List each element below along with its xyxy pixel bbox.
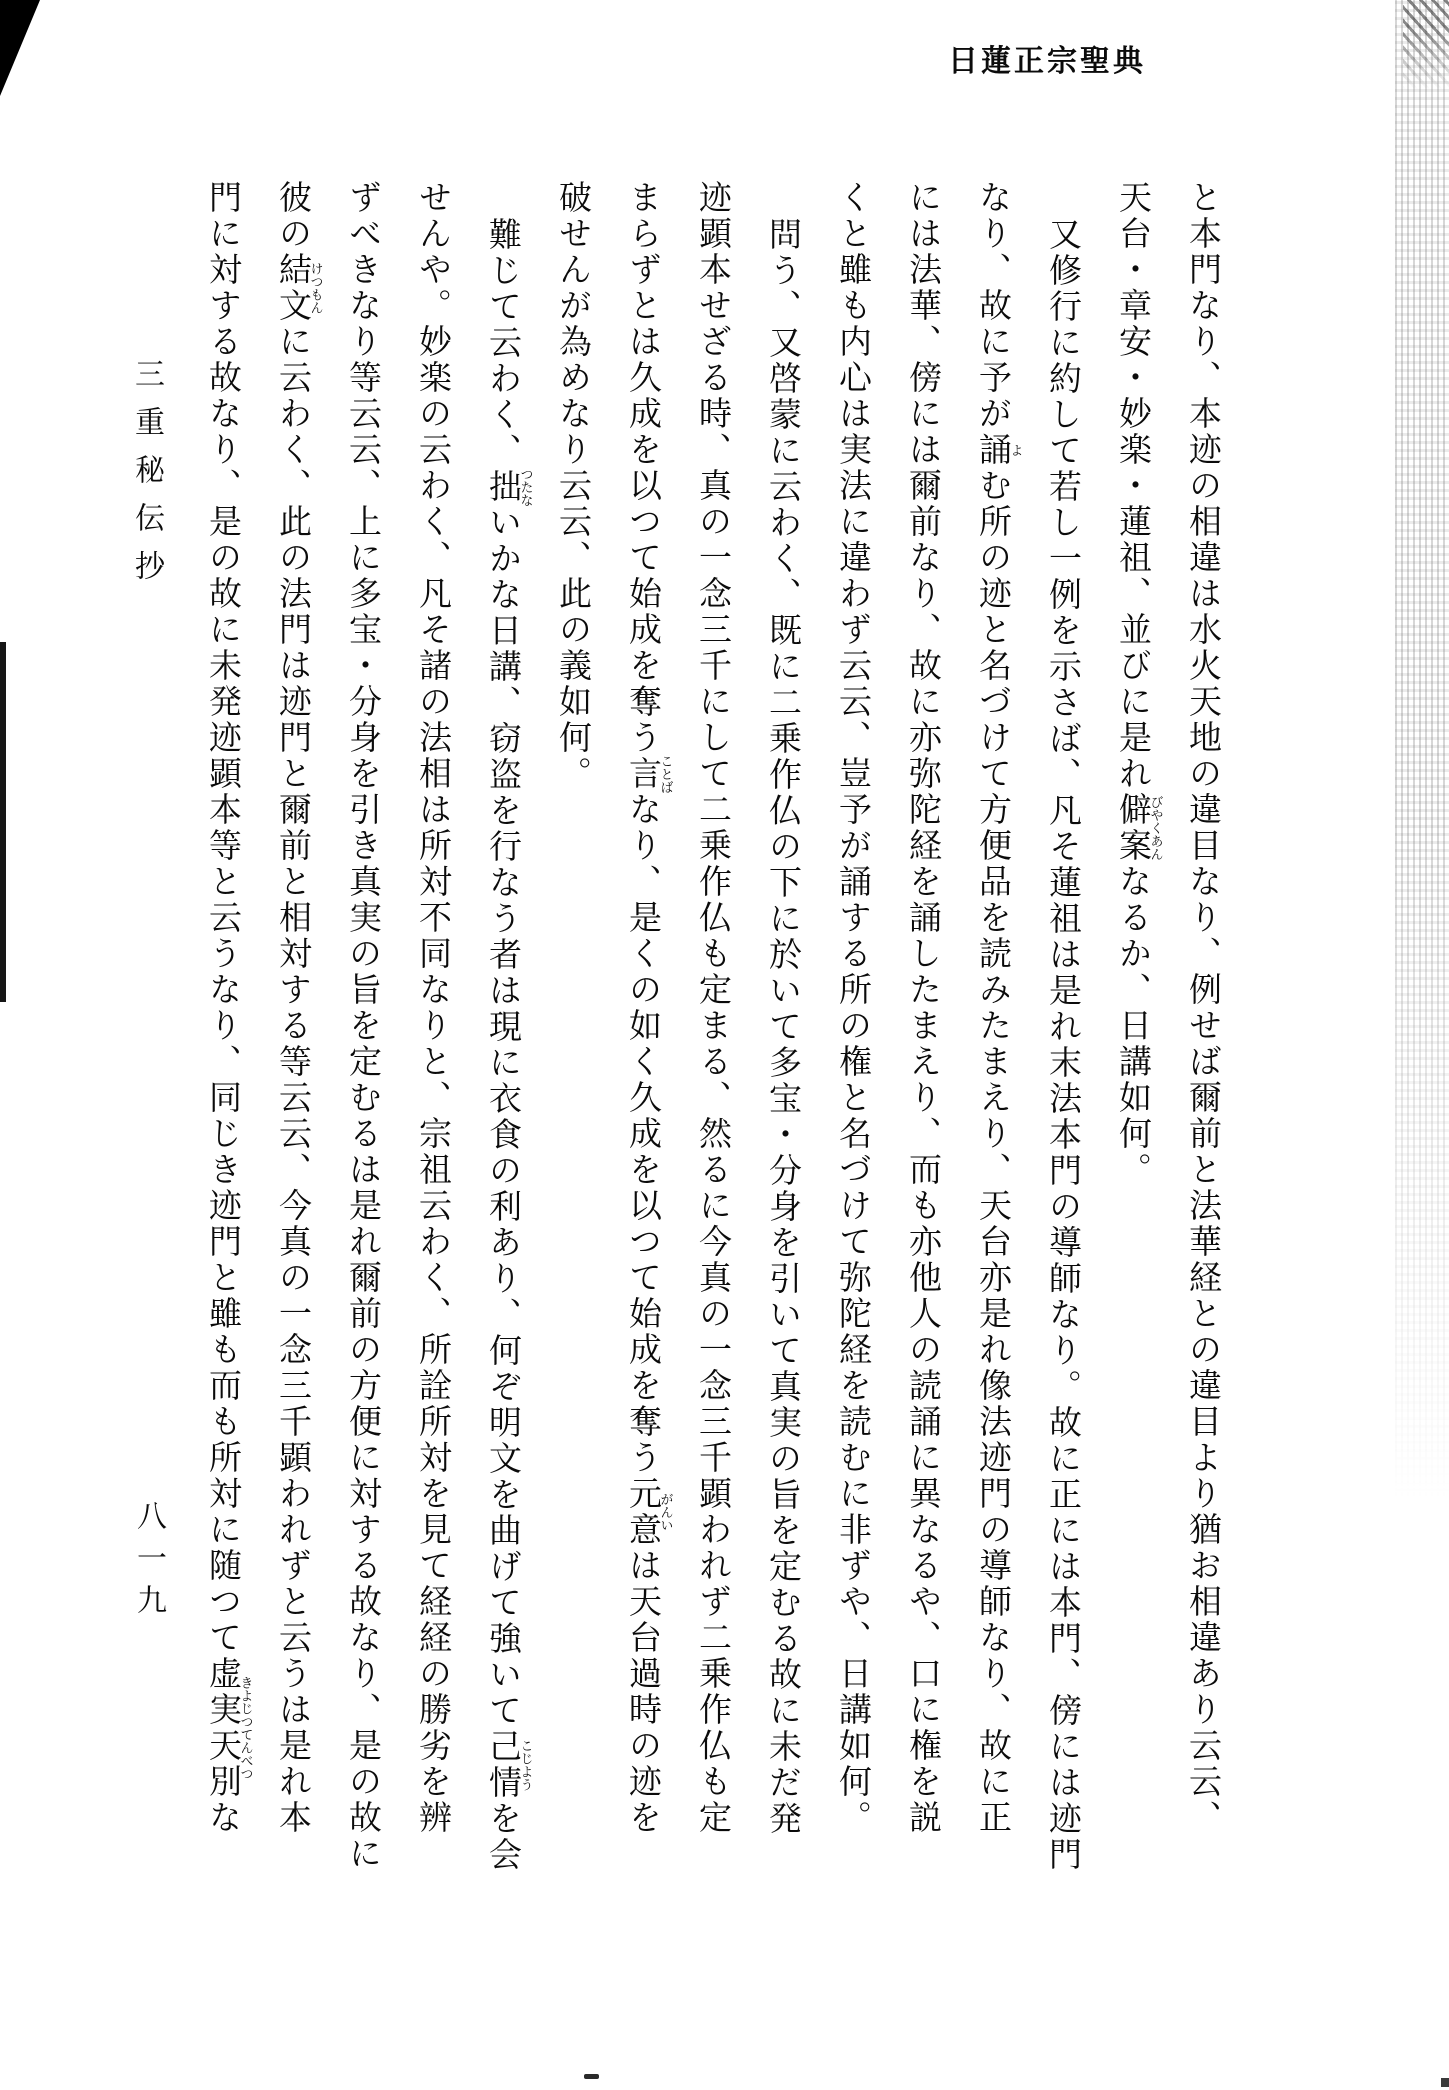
text-column: 又修行に約して若し一例を示さば、凡そ蓮祖は是れ末法本門の導師なり。故に正には本門、傍には迹門	[1044, 217, 1080, 1873]
text-column: には法華、傍には爾前なり、故に亦弥陀経を誦したまえり、而も亦他人の読誦に異なるや、口に権を説	[904, 180, 940, 1836]
body-text	[187, 180, 1237, 1892]
text-column: せんや。妙楽の云わく、凡そ諸の法相は所対不同なりと、宗祖云わく、所詮所対を見て経経の勝劣を辨	[414, 180, 450, 1836]
page-number: 八一九	[132, 1500, 165, 1626]
text-column: くと雖も内心は実法に違わず云云、豈予が誦する所の権と名づけて弥陀経を読むに非ずや、日講如何。	[834, 180, 870, 1836]
scan-artifact-page-edge-band	[1395, 0, 1449, 1500]
scan-artifact-left-edge-bar	[0, 642, 6, 1002]
text-column: 問う、又啓蒙に云わく、既に二乗作仏の下に於いて多宝・分身を引いて真実の旨を定むる故に未だ発	[764, 217, 800, 1837]
scan-artifact-speck	[1441, 2078, 1449, 2087]
text-column: ずべきなり等云云、上に多宝・分身を引き真実の旨を定むるは是れ爾前の方便に対する故なり、是の故に	[344, 180, 380, 1872]
text-column: 天台・章安・妙楽・蓮祖、並びに是れ僻案びやくあんなるか、日講如何。	[1114, 180, 1164, 1188]
text-column: まらずとは久成を以つて始成を奪う言ことばなり、是くの如く久成を以つて始成を奪う元意がんいは天台過時の迹を	[624, 180, 674, 1836]
text-column: 破せんが為めなり云云、此の義如何。	[554, 180, 590, 792]
scan-artifact-corner-streaks	[1403, 0, 1449, 90]
scan-artifact-corner-wedge	[0, 0, 40, 96]
running-head-title: 日蓮正宗聖典	[948, 45, 1146, 78]
text-column: と本門なり、本迹の相違は水火天地の違目なり、例せば爾前と法華経との違目より猶お相違あり云云、	[1184, 180, 1220, 1836]
text-column: なり、故に予が誦よむ所の迹と名づけて方便品を読みたまえり、天台亦是れ像法迹門の導師なり、故に正	[974, 180, 1024, 1836]
scan-artifact-speck	[584, 2074, 599, 2079]
text-column: 彼の結文けつもんに云わく、此の法門は迹門と爾前と相対する等云云、今真の一念三千顕われずと云うは是れ本	[274, 180, 324, 1836]
chapter-margin-title: 三重秘伝抄	[130, 358, 163, 598]
text-column: 迹顕本せざる時、真の一念三千にして二乗作仏も定まる、然るに今真の一念三千顕われず二乗作仏も定	[694, 180, 730, 1836]
text-column: 門に対する故なり、是の故に未発迹顕本等と云うなり、同じき迹門と雖も而も所対に随つて虚実天別きよじつてんべつな	[204, 180, 254, 1836]
text-column: 難じて云わく、拙つたないかな日講、窃盗を行なう者は現に衣食の利あり、何ぞ明文を曲げて強いて己情こじようを会	[484, 217, 534, 1873]
